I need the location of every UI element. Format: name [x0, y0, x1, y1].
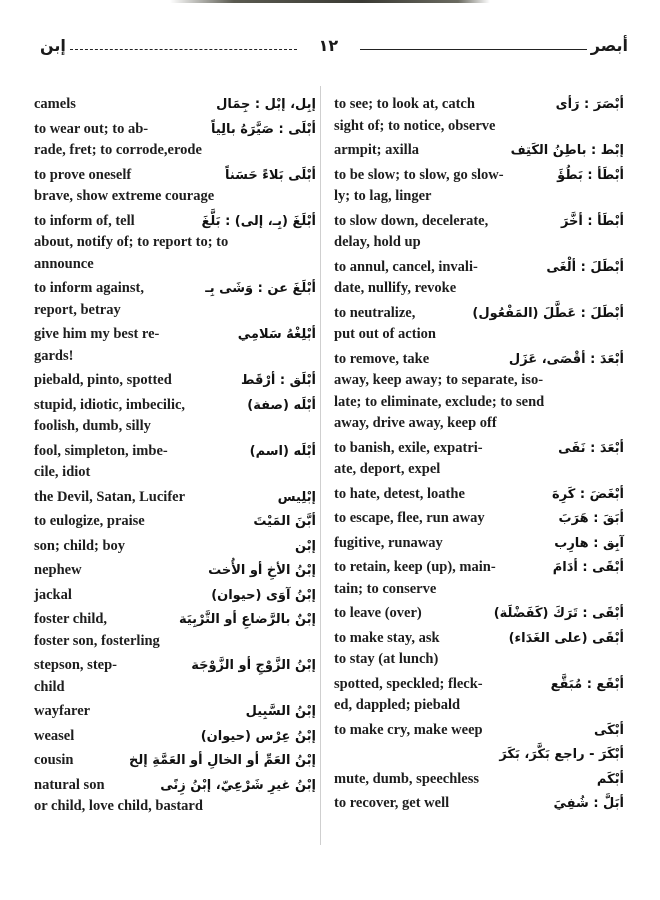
- arabic-headword: أبَّنَ المَيْتَ: [253, 514, 316, 529]
- entry-first-line: [34, 701, 316, 723]
- entry-first-line: [334, 165, 624, 187]
- english-definition: to escape, flee, run away: [334, 510, 485, 526]
- dictionary-entry: [334, 533, 624, 555]
- arabic-headword: إبْنُ الأخِ أو الأُخت: [208, 563, 316, 578]
- dictionary-entry: [34, 726, 316, 748]
- entry-first-line: [334, 603, 624, 625]
- entry-first-line: [34, 775, 316, 797]
- english-definition: weasel: [34, 727, 75, 744]
- english-definition: fugitive, runaway: [334, 534, 443, 551]
- arabic-headword: أبْطَلَ : عَطَّلَ (المَفْعُول): [472, 305, 624, 321]
- entry-first-line: [34, 487, 316, 509]
- dictionary-entry: [334, 257, 624, 300]
- english-definition-continuation: ed, dappled; piebald: [334, 697, 461, 713]
- header-rule-left: [70, 49, 297, 50]
- entry-first-line: [334, 484, 624, 506]
- dictionary-entry: [334, 165, 624, 208]
- arabic-headword: إبْنُ العَمِّ أو الخالِ أو العَمَّةِ إلخ: [129, 753, 316, 768]
- english-definition-continuation: sight of; to notice, observe: [334, 117, 496, 134]
- english-definition: to recover, get well: [334, 795, 450, 811]
- arabic-headword: إبْنُ آوَى (حيوان): [211, 587, 316, 603]
- english-definition-continuation: away, keep away; to separate, iso-: [334, 372, 544, 388]
- english-definition: jackal: [34, 586, 72, 603]
- english-definition: to slow down, decelerate,: [334, 212, 489, 229]
- english-definition: foster child,: [34, 611, 108, 627]
- dictionary-entry: [34, 370, 316, 392]
- arabic-headword: أبْقَى : أدَامَ: [552, 560, 624, 575]
- arabic-headword: أبْغَضَ : كَرِهَ: [552, 486, 624, 502]
- english-definition: to make cry, make weep: [334, 721, 483, 738]
- dictionary-entry: [34, 165, 316, 208]
- english-definition: to banish, exile, expatri-: [334, 439, 483, 456]
- entry-first-line: [334, 257, 624, 279]
- arabic-headword: إبِل، إبْل : جِمَال: [216, 97, 316, 112]
- arabic-headword: إبْط : باطِنُ الكَتِف: [510, 143, 624, 158]
- english-definition: stupid, idiotic, imbecilic,: [34, 396, 186, 413]
- entry-first-line: [334, 674, 624, 696]
- entry-first-line: [334, 140, 624, 162]
- dictionary-entry: [34, 701, 316, 723]
- entry-first-line: [34, 560, 316, 582]
- entry-first-line: [34, 165, 316, 187]
- english-definition-continuation: report, betray: [34, 301, 121, 318]
- english-definition: to see; to look at, catch: [334, 96, 475, 112]
- dictionary-entry: [334, 557, 624, 600]
- arabic-headword: أبْقَى : تَرَكَ (كَفَضْلَة): [493, 606, 624, 621]
- english-definition: to be slow; to slow, go slow-: [334, 166, 504, 183]
- arabic-headword: إبْنُ عِرْس (حيوان): [200, 728, 316, 744]
- entry-first-line: [34, 395, 316, 417]
- entry-first-line: [34, 94, 316, 116]
- header-rule-right: [360, 49, 587, 50]
- left-column: [34, 94, 316, 818]
- english-definition-continuation: ate, deport, expel: [334, 461, 441, 477]
- dictionary-entry: [34, 119, 316, 162]
- arabic-headword: أبْلَق : أرْقَط: [241, 373, 316, 388]
- arabic-headword: إبْنُ السَّبِيل: [245, 704, 316, 719]
- dictionary-entry: [334, 603, 624, 625]
- entry-first-line: [34, 585, 316, 607]
- english-definition-continuation: cile, idiot: [34, 464, 91, 480]
- english-definition-continuation: date, nullify, revoke: [334, 280, 457, 296]
- english-definition: to wear out; to ab-: [34, 120, 149, 137]
- english-definition-continuation: about, notify of; to report to; to: [34, 234, 229, 250]
- english-definition: to leave (over): [334, 605, 422, 621]
- dictionary-entry: [34, 536, 316, 558]
- english-definition: cousin: [34, 752, 74, 768]
- english-definition: stepson, step-: [34, 657, 117, 673]
- dictionary-entry: [334, 484, 624, 506]
- entry-first-line: [34, 511, 316, 533]
- arabic-headword: أبْطَلَ : ألْغَى: [546, 259, 624, 275]
- arabic-headword: إبْن: [294, 538, 316, 554]
- english-definition-continuation: ly; to lag, linger: [334, 188, 432, 204]
- english-definition-continuation: gards!: [34, 347, 74, 364]
- english-definition: to annul, cancel, invali-: [334, 258, 478, 275]
- entry-first-line: [334, 769, 624, 791]
- arabic-headword: أبْلَى بَلاءً حَسَناً: [224, 167, 316, 183]
- dictionary-entry: [34, 441, 316, 484]
- english-definition: to retain, keep (up), main-: [334, 559, 496, 575]
- english-definition-continuation: delay, hold up: [334, 234, 421, 250]
- arabic-headword: أبَقَ : هَرَبَ: [558, 511, 624, 526]
- entry-first-line: [34, 370, 316, 392]
- english-definition-continuation: brave, show extreme courage: [34, 188, 215, 204]
- dictionary-entry: [334, 744, 624, 766]
- dictionary-entry: [34, 324, 316, 367]
- dictionary-entry: [34, 94, 316, 116]
- dictionary-entry: [34, 487, 316, 509]
- arabic-headword: أبْكَم: [596, 771, 624, 787]
- dictionary-entry: [334, 438, 624, 481]
- entry-first-line: [34, 211, 316, 233]
- page-header: [40, 30, 628, 60]
- entry-first-line: [334, 438, 624, 460]
- entry-first-line: [334, 628, 624, 650]
- arabic-headword: أبْكَرَ - راجع بَكَّرَ، بَكَرَ: [499, 747, 624, 762]
- arabic-headword: أبْلَه (اسم): [249, 443, 316, 459]
- dictionary-entry: [334, 349, 624, 435]
- page-edge-shadow: [170, 0, 490, 3]
- arabic-headword: آبِق : هارِب: [554, 535, 624, 551]
- english-definition-continuation: put out of action: [334, 326, 436, 342]
- english-definition: armpit; axilla: [334, 142, 419, 158]
- dictionary-entry: [34, 655, 316, 698]
- arabic-headword: أبْلَى : صَيَّرَهُ بالِياً: [210, 121, 316, 137]
- entry-first-line: [334, 720, 624, 742]
- entry-first-line: [334, 533, 624, 555]
- arabic-headword: أبْلَغَ عن : وَشَى بِـ: [205, 281, 316, 296]
- english-definition: camels: [34, 96, 76, 112]
- dictionary-entry: [34, 609, 316, 652]
- entry-first-line: [34, 441, 316, 463]
- entry-first-line: [34, 278, 316, 300]
- english-definition: the Devil, Satan, Lucifer: [34, 488, 186, 505]
- arabic-headword: أبْلِغْهُ سَلامِي: [237, 327, 316, 342]
- dictionary-entry: [334, 793, 624, 815]
- dictionary-entry: [334, 769, 624, 791]
- english-definition-continuation: foster son, fosterling: [34, 632, 160, 649]
- english-definition-continuation: rade, fret; to corrode,erode: [34, 142, 202, 158]
- left-guide-word: إبن: [40, 35, 66, 55]
- entry-first-line: [34, 536, 316, 558]
- english-definition: give him my best re-: [34, 326, 160, 342]
- english-definition-continuation: child: [34, 678, 65, 695]
- dictionary-entry: [34, 278, 316, 321]
- english-definition: mute, dumb, speechless: [334, 770, 480, 787]
- dictionary-entry: [334, 211, 624, 254]
- arabic-headword: أبْقَع : مُبَقَّع: [550, 676, 624, 692]
- dictionary-entry: [334, 94, 624, 137]
- entry-first-line: [34, 119, 316, 141]
- arabic-headword: أبْقَى (على الغَدَاء): [508, 630, 624, 646]
- english-definition: to neutralize,: [334, 304, 416, 321]
- english-definition-continuation: away, drive away, keep off: [334, 415, 497, 431]
- entry-first-line: [34, 726, 316, 748]
- arabic-headword: أبْعَدَ : أقْصَى، عَزَل: [508, 351, 624, 367]
- arabic-headword: أبْعَدَ : نَفَى: [558, 440, 624, 456]
- arabic-headword: إبْنُ غيرِ شَرْعِيّ، إبْنُ زِنًى: [160, 777, 316, 793]
- arabic-headword: إبْلِيس: [277, 489, 316, 505]
- dictionary-entry: [334, 720, 624, 742]
- english-definition: to prove oneself: [34, 166, 132, 183]
- entry-first-line: [34, 655, 316, 677]
- entry-first-line: [34, 750, 316, 772]
- arabic-headword: أبَلَّ : شُفِيَ: [553, 796, 624, 811]
- dictionary-entry: [334, 628, 624, 671]
- dictionary-entry: [34, 585, 316, 607]
- entry-first-line: [334, 94, 624, 116]
- right-column: [334, 94, 624, 815]
- entry-first-line: [334, 211, 624, 233]
- english-definition-continuation: announce: [34, 255, 94, 272]
- dictionary-entry: [334, 674, 624, 717]
- entry-first-line: [34, 609, 316, 631]
- english-definition: to hate, detest, loathe: [334, 485, 465, 502]
- english-definition: piebald, pinto, spotted: [34, 372, 172, 388]
- english-definition-continuation: to stay (at lunch): [334, 651, 439, 667]
- english-definition: to remove, take: [334, 350, 430, 367]
- english-definition: to make stay, ask: [334, 629, 440, 646]
- arabic-headword: أبْلَه (صفة): [247, 397, 316, 413]
- entry-first-line: [334, 793, 624, 815]
- entry-first-line: [334, 303, 624, 325]
- entry-first-line: [34, 324, 316, 346]
- dictionary-entry: [34, 750, 316, 772]
- dictionary-entry: [334, 140, 624, 162]
- english-definition: wayfarer: [34, 703, 91, 719]
- english-definition: to inform against,: [34, 280, 144, 296]
- arabic-headword: أبْلَغَ (بِـ، إلى) : بَلَّغَ: [201, 213, 316, 229]
- dictionary-entry: [34, 775, 316, 818]
- entry-first-line: [334, 557, 624, 579]
- english-definition: natural son: [34, 776, 105, 793]
- english-definition: fool, simpleton, imbe-: [34, 442, 168, 459]
- dictionary-entry: [34, 511, 316, 533]
- english-definition: to eulogize, praise: [34, 513, 145, 529]
- english-definition-continuation: foolish, dumb, silly: [34, 418, 151, 434]
- arabic-headword: أبْكَى: [593, 722, 624, 738]
- entry-first-line: [334, 349, 624, 371]
- arabic-headword: أبْطَأ : أخَّرَ: [560, 213, 624, 229]
- english-definition-continuation: or child, love child, bastard: [34, 798, 203, 814]
- arabic-headword: إبْنُ الزَّوْجِ أو الزَّوْجَة: [191, 658, 316, 673]
- english-definition-continuation: tain; to conserve: [334, 580, 437, 597]
- dictionary-entry: [334, 508, 624, 530]
- english-definition: spotted, speckled; fleck-: [334, 675, 483, 692]
- dictionary-entry: [34, 560, 316, 582]
- arabic-headword: إبْنٌ بالرَّضاعِ أو التَّرْبِيَة: [178, 612, 316, 627]
- arabic-headword: أبْطَأ : بَطُؤَ: [557, 167, 624, 183]
- entry-first-line: [334, 744, 624, 766]
- dictionary-entry: [334, 303, 624, 346]
- entry-first-line: [334, 508, 624, 530]
- dictionary-entry: [34, 395, 316, 438]
- english-definition: son; child; boy: [34, 537, 126, 554]
- right-guide-word: أبصر: [590, 35, 629, 55]
- page-number: ١٢: [318, 35, 339, 55]
- dictionary-entry: [34, 211, 316, 276]
- arabic-headword: أبْصَرَ : رَأى: [555, 97, 624, 112]
- english-definition: to inform of, tell: [34, 212, 135, 229]
- english-definition-continuation: late; to eliminate, exclude; to send: [334, 393, 545, 410]
- english-definition: nephew: [34, 562, 82, 578]
